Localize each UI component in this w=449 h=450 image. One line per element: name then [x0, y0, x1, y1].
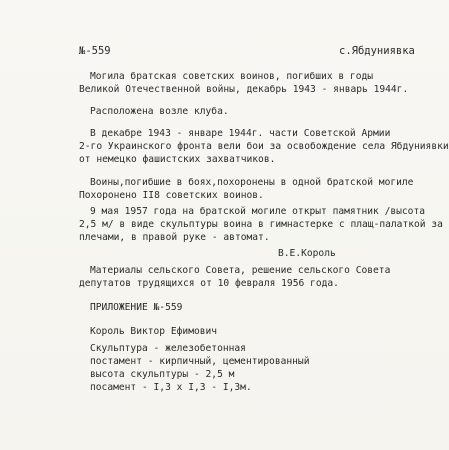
text-line-11: плечами, в правой руке - автомат. [79, 232, 270, 243]
text-line-9: 9 мая 1957 года на братской могиле открыт памятник /высота [90, 206, 426, 217]
text-line-7: Воины,погибшие в боях,похоронены в одной братской могиле [90, 177, 414, 188]
village-name: с.Ябдуниявка [339, 45, 415, 57]
document-number: №-559 [79, 45, 111, 57]
appendix-author-name: Король Виктор Ефимович [90, 326, 218, 337]
text-line-2: Великой Отечественной войны, декабрь 1943 - январь 1944г. [79, 84, 409, 95]
text-line-3: Расположена возле клуба. [90, 106, 229, 117]
appendix-spec-1: Скульптура - железобетонная [90, 343, 246, 354]
appendix-spec-2: постамент - кирпичный, цементированный [90, 356, 310, 367]
appendix-spec-3: высота скульптуры - 2,5 м [90, 369, 235, 380]
text-line-6: от немецко фашистских захватчиков. [79, 154, 276, 165]
appendix-title: ПРИЛОЖЕНИЕ №-559 [90, 302, 183, 313]
appendix-spec-4: посамент - I,3 х I,3 - I,3м. [90, 382, 252, 393]
signature: В.Е.Король [278, 248, 336, 259]
text-line-5: 2-го Украинского фронта вели бои за освобождение села Ябдуниявки [79, 141, 449, 152]
text-line-8: Похоронено II8 советских воинов. [79, 190, 264, 201]
text-line-13: депутатов трудящихся от 10 февраля 1956 года. [79, 278, 339, 289]
text-line-4: В декабре 1943 - январе 1944г. части Советской Армии [90, 128, 391, 139]
text-line-10: 2,5 м/ в виде скульптуры воина в гимнастерке с плащ-палаткой за [79, 219, 443, 230]
text-line-1: Могила братская советских воинов, погибших в годы [90, 71, 374, 82]
text-line-12: Материалы сельского Совета, решение сельского Совета [90, 265, 391, 276]
